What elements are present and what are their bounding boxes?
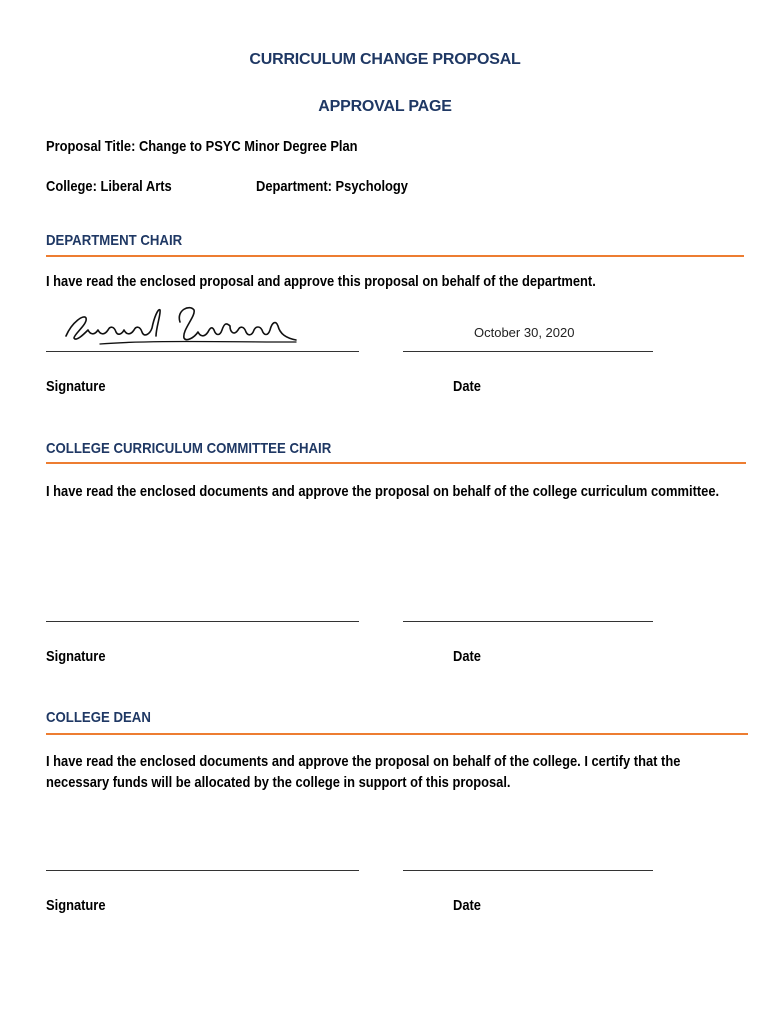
signature-label: Signature <box>46 648 106 665</box>
section-divider <box>46 462 746 464</box>
date-label: Date <box>453 378 481 395</box>
section-heading-committee-chair: COLLEGE CURRICULUM COMMITTEE CHAIR <box>46 440 332 457</box>
proposal-title: Proposal Title: Change to PSYC Minor Degree Plan <box>46 138 358 155</box>
signature-label: Signature <box>46 897 106 914</box>
dean-statement: I have read the enclosed documents and approve the proposal on behalf of the college. I certify that the necessary funds will be allocated by the college in support of this proposal. <box>46 753 681 791</box>
date-line <box>403 351 653 352</box>
page-title: CURRICULUM CHANGE PROPOSAL <box>249 51 521 68</box>
date-label: Date <box>453 648 481 665</box>
section-heading-college-dean: COLLEGE DEAN <box>46 709 151 726</box>
college-label: College: Liberal Arts <box>46 178 172 195</box>
signature-line <box>46 621 359 622</box>
date-line <box>403 870 653 871</box>
page-subtitle: APPROVAL PAGE <box>318 98 452 115</box>
date-line <box>403 621 653 622</box>
section-divider <box>46 733 748 735</box>
section-divider <box>46 255 744 257</box>
section-heading-department-chair: DEPARTMENT CHAIR <box>46 232 183 249</box>
signature-line <box>46 870 359 871</box>
department-label: Department: Psychology <box>256 178 408 195</box>
committee-chair-statement: I have read the enclosed documents and approve the proposal on behalf of the college curriculum committee. <box>46 483 720 500</box>
signature-line <box>46 351 359 352</box>
department-chair-statement: I have read the enclosed proposal and approve this proposal on behalf of the department. <box>46 273 596 290</box>
department-chair-signature <box>60 300 300 348</box>
signature-label: Signature <box>46 378 106 395</box>
department-chair-date-value: October 30, 2020 <box>474 325 575 340</box>
date-label: Date <box>453 897 481 914</box>
